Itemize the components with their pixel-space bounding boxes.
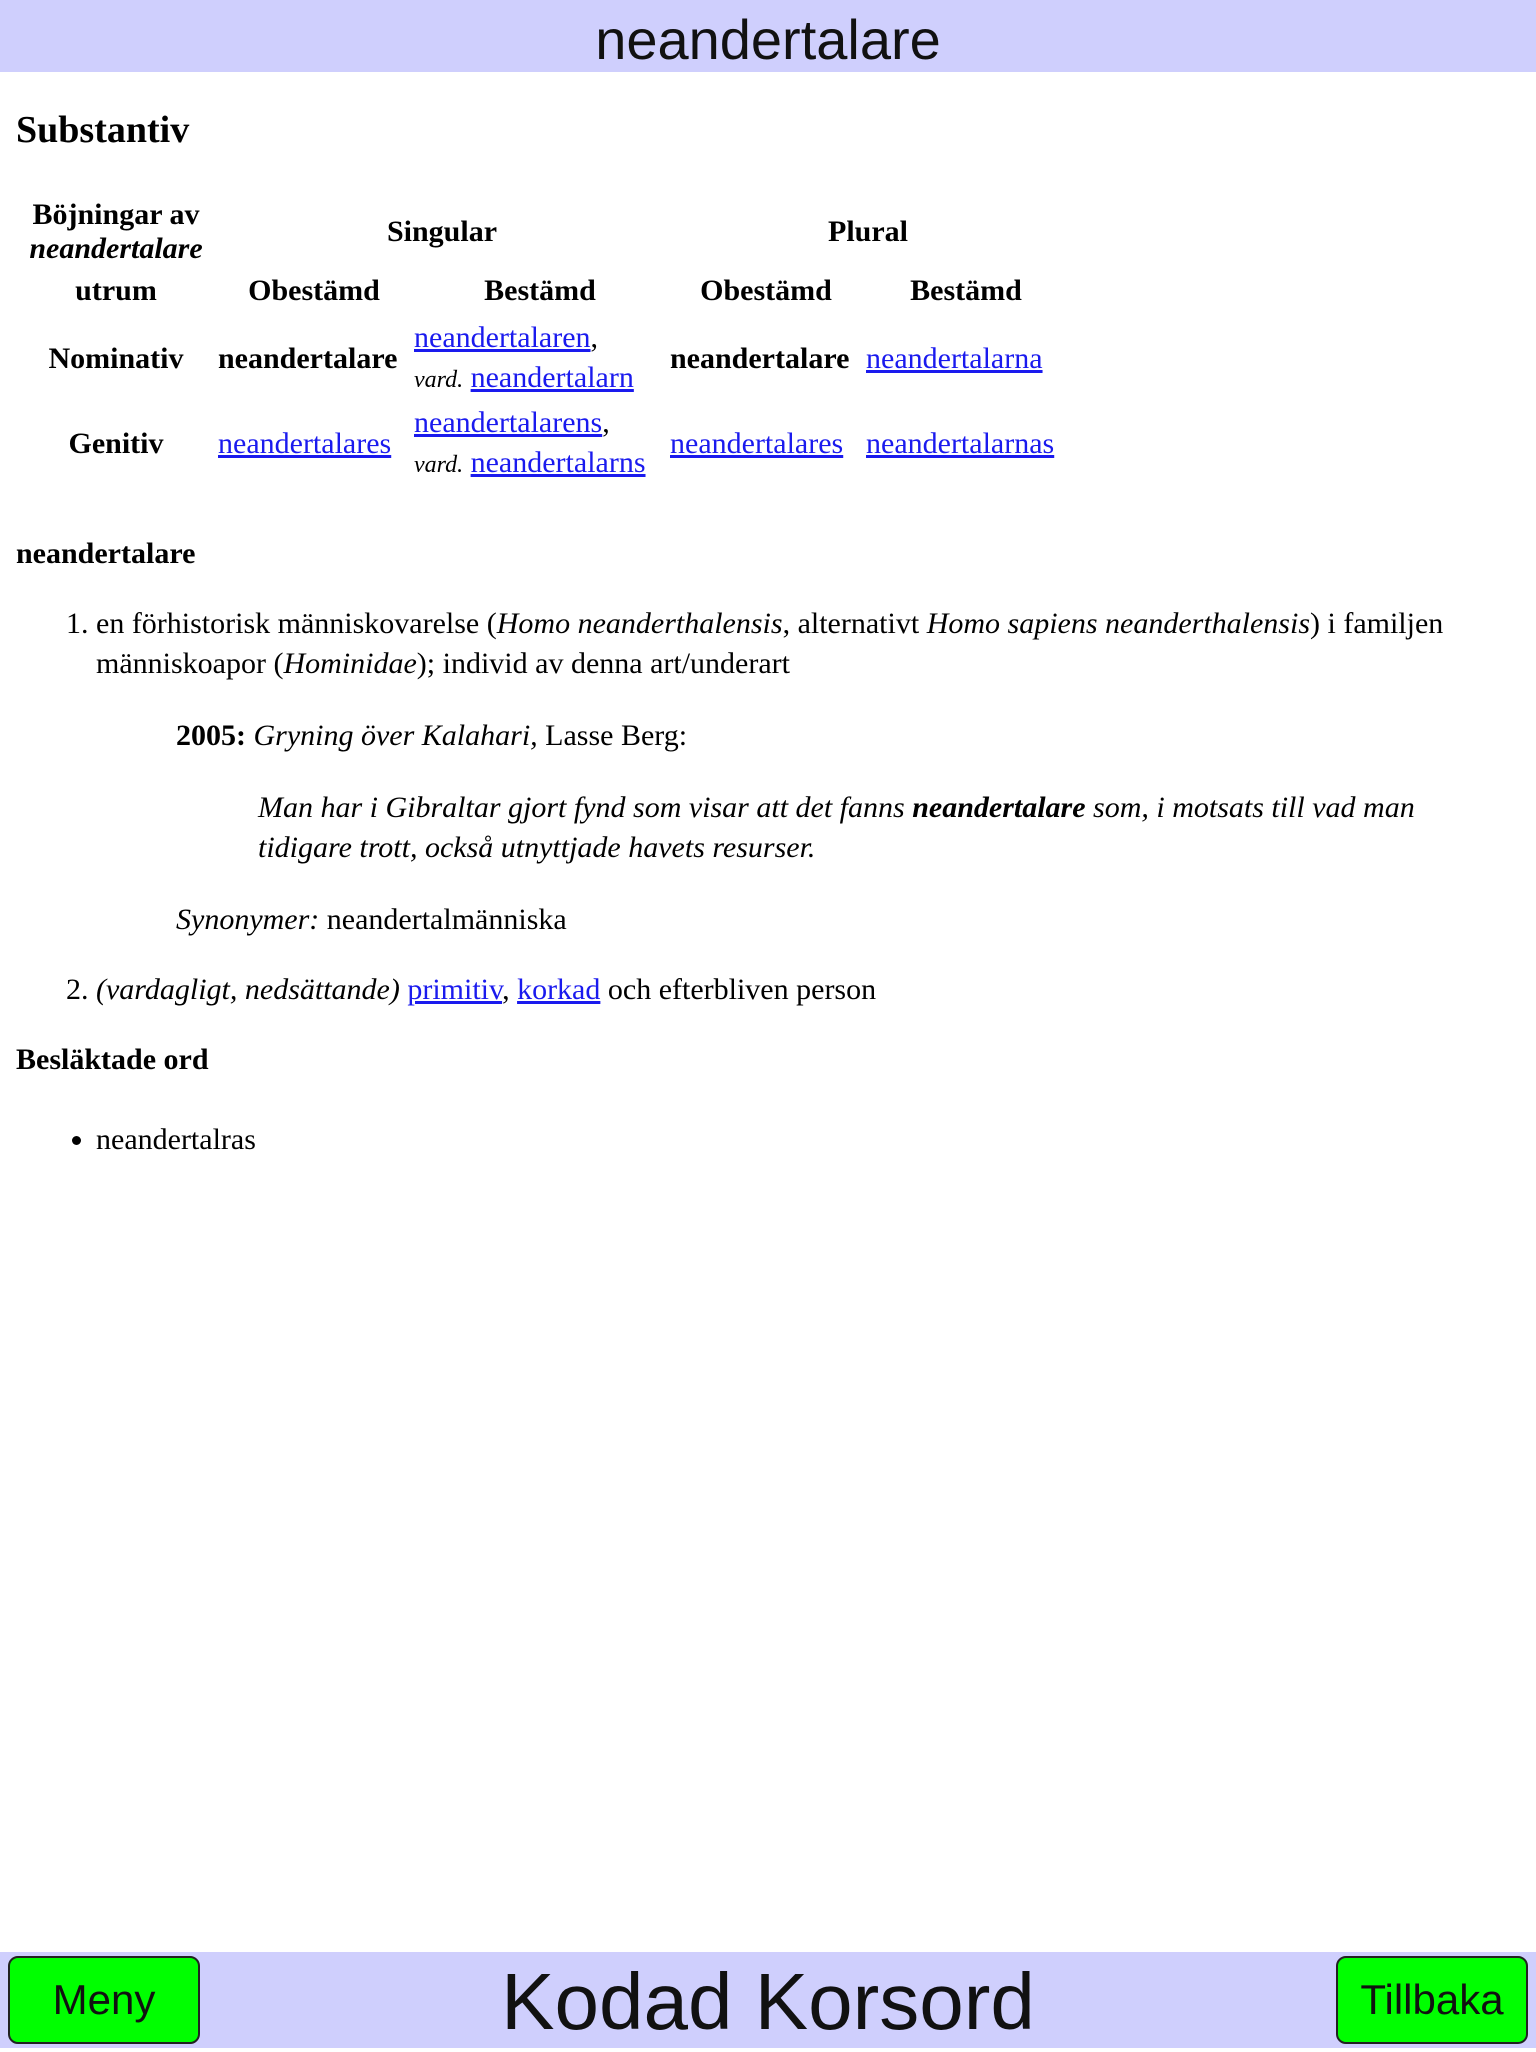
synonym-word: neandertalmänniska — [326, 903, 567, 936]
form-cell: neandertalare — [218, 342, 398, 375]
inflection-header-row — [16, 198, 1068, 266]
form-link[interactable]: neandertalares — [218, 427, 392, 460]
col-def-sg: Bestämd — [484, 274, 596, 307]
form-link[interactable]: neandertalarn — [470, 361, 634, 394]
caption-line2: neandertalare — [29, 232, 203, 265]
headword: neandertalare — [16, 537, 196, 570]
link-primitiv[interactable]: primitiv — [407, 973, 503, 1006]
page-title-bar — [0, 0, 1536, 72]
synonyms-label: Synonymer: — [176, 903, 320, 936]
form-cell — [216, 402, 412, 486]
form-link[interactable]: neandertalarns — [470, 446, 646, 479]
citation-quote: Man har i Gibraltar gjort fynd som visar att det fanns neandertalare som, i motsats till vad man tidigare trott, också utnyttjade havets resurser. — [258, 791, 1415, 864]
inflection-table — [16, 198, 1068, 486]
list-item: • neandertalras — [96, 1120, 1516, 1160]
colloquial-label: vard. — [414, 452, 464, 478]
inflection-subheader-row — [16, 266, 1068, 316]
link-korkad[interactable]: korkad — [517, 973, 601, 1006]
part-of-speech-heading: Substantiv — [16, 109, 190, 151]
citation-year: 2005: — [176, 719, 246, 752]
form-link[interactable]: neandertalarens — [414, 406, 603, 439]
form-link[interactable]: neandertalares — [670, 427, 844, 460]
table-row — [16, 316, 1068, 402]
definition-list — [16, 604, 1516, 1010]
back-button[interactable]: Tillbaka — [1336, 1956, 1528, 2044]
def-text: och efterbliven person — [607, 973, 877, 1006]
menu-button[interactable]: Meny — [8, 1956, 200, 2044]
entry-content — [16, 98, 1516, 1160]
form-cell: neandertalarens, vard. neandertalarns — [414, 406, 646, 479]
page-title: neandertalare — [595, 8, 941, 71]
group-plural: Plural — [828, 215, 908, 248]
related-words-list — [16, 1120, 1516, 1160]
gender-label: utrum — [75, 274, 157, 307]
app-title: Kodad Korsord — [501, 1957, 1035, 2046]
bottom-bar — [0, 1952, 1536, 2048]
form-link[interactable]: neandertalarna — [866, 342, 1043, 375]
citation-work: Gryning över Kalahari, — [253, 719, 538, 752]
related-words-heading: Besläktade ord — [16, 1043, 209, 1076]
definition-item: 2. (vardagligt, nedsättande) primitiv, korkad och efterbliven person — [96, 970, 1516, 1010]
col-indef-pl: Obestämd — [700, 274, 832, 307]
inflection-caption — [16, 198, 216, 266]
form-cell — [864, 402, 1068, 486]
quote-highlight: neandertalare — [912, 791, 1086, 824]
usage-label: (vardagligt, nedsättande) — [96, 973, 400, 1006]
table-row — [16, 402, 1068, 486]
form-cell: neandertalare — [670, 342, 850, 375]
form-link[interactable]: neandertalaren — [414, 321, 591, 354]
col-indef-sg: Obestämd — [248, 274, 380, 307]
citation — [176, 716, 1516, 756]
caption-line1: Böjningar av — [32, 198, 200, 231]
form-link[interactable]: neandertalarnas — [866, 427, 1055, 460]
col-def-pl: Bestämd — [910, 274, 1022, 307]
form-cell — [668, 402, 864, 486]
def-text: en förhistorisk människovarelse (Homo neanderthalensis, alternativt Homo sapiens neanderthalensis) i familjen människoapor (Hominidae); individ av denna art/underart — [96, 607, 1444, 680]
group-singular: Singular — [386, 215, 498, 248]
form-cell: neandertalaren, vard. neandertalarn — [414, 321, 634, 394]
case-label: Nominativ — [48, 342, 184, 375]
definition-item — [96, 604, 1516, 940]
form-cell — [864, 316, 1068, 402]
case-label: Genitiv — [68, 427, 164, 460]
colloquial-label: vard. — [414, 367, 464, 393]
citation-author: Lasse Berg: — [545, 719, 688, 752]
synonyms — [176, 900, 1516, 940]
